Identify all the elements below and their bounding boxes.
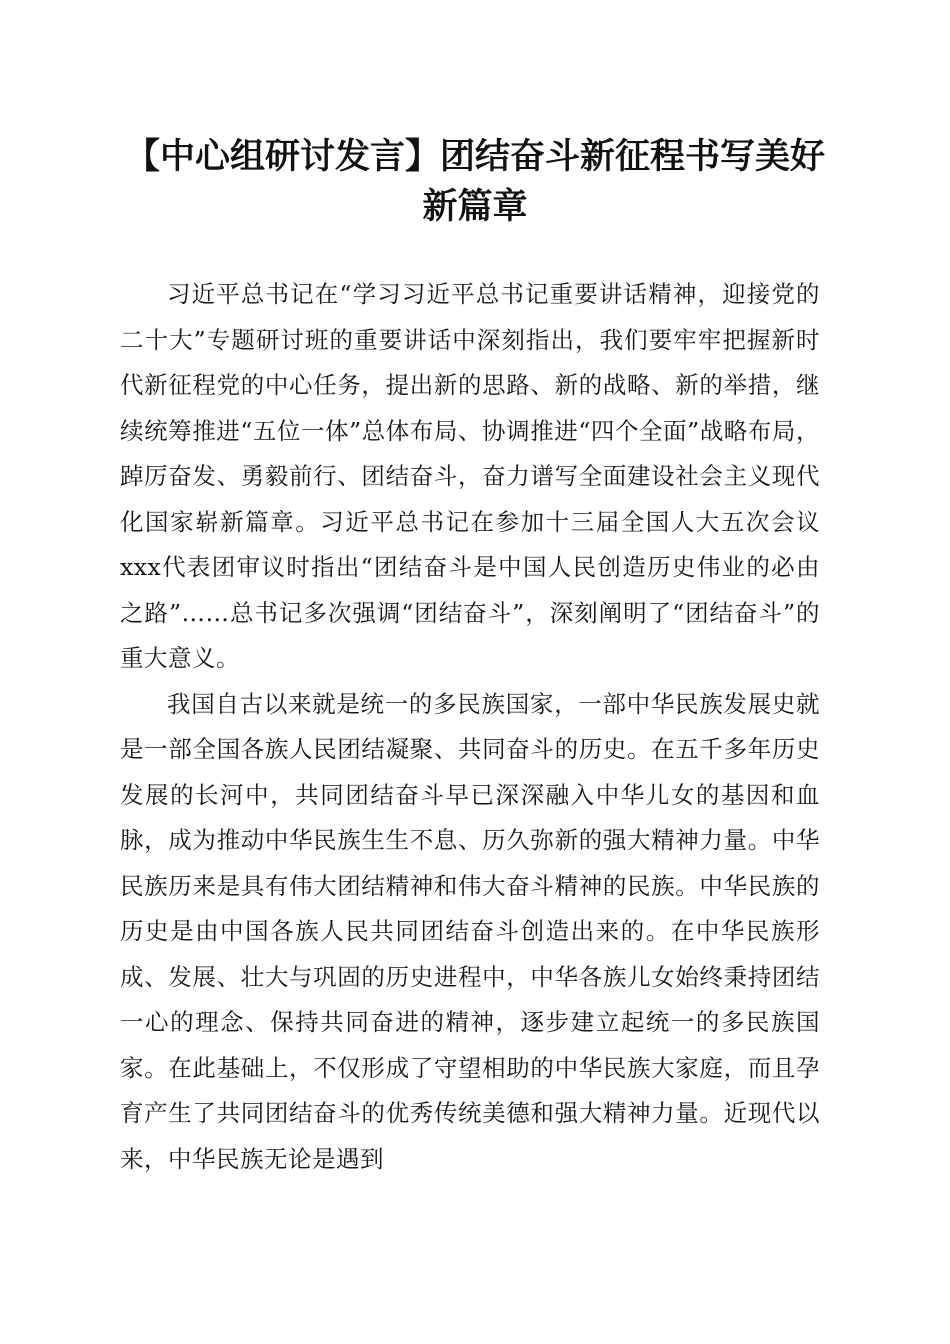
paragraph-2: 我国自古以来就是统一的多民族国家，一部中华民族发展史就是一部全国各族人民团结凝聚、共同奋斗的历史。在五千多年历史发展的长河中，共同团结奋斗早已深深融入中华儿女的基因和血脉，成为推动中华民族生生不息、历久弥新的强大精神力量。中华民族历来是具有伟大团结精神和伟大奋斗精神的民族。中华民族的历史是由中国各族人民共同团结奋斗创造出来的。在中华民族形成、发展、壮大与巩固的历史进程中，中华各族儿女始终秉持团结一心的理念、保持共同奋进的精神，逐步建立起统一的多民族国家。在此基础上，不仅形成了守望相助的中华民族大家庭，而且孕育产生了共同团结奋斗的优秀传统美德和强大精神力量。近现代以来，中华民族无论是遇到	[120, 689, 820, 1173]
document-title: 【中心组研讨发言】团结奋斗新征程书写美好新篇章	[124, 137, 825, 227]
paragraph-1: 习近平总书记在“学习习近平总书记重要讲话精神，迎接党的二十大”专题研讨班的重要讲话中深刻指出，我们要牢牢把握新时代新征程党的中心任务，提出新的思路、新的战略、新的举措，继续统筹推进“五位一体”总体布局、协调推进“四个全面”战略布局，踔厉奋发、勇毅前行、团结奋斗，奋力谱写全面建设社会主义现代化国家崭新篇章。习近平总书记在参加十三届全国人大五次会议xxx代表团审议时指出“团结奋斗是中国人民创造历史伟业的必由之路”……总书记多次强调“团结奋斗”，深刻阐明了“团结奋斗”的重大意义。	[120, 280, 820, 672]
document-body	[120, 272, 820, 1182]
